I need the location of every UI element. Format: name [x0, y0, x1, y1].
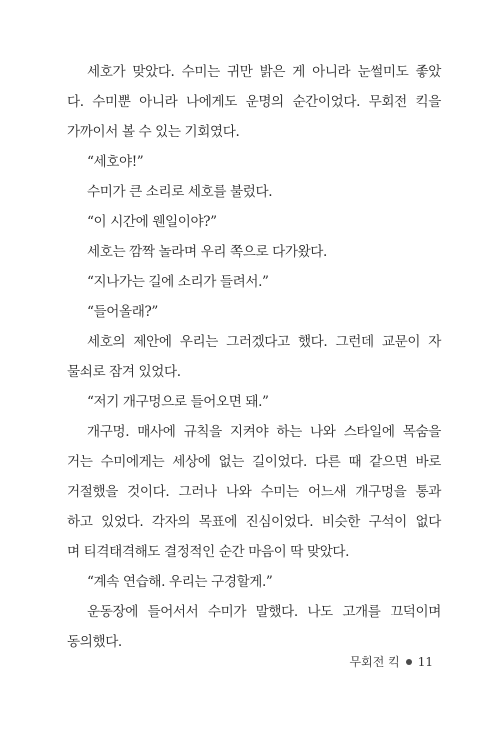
text-line: 가까이서 볼 수 있는 기회였다.: [67, 124, 240, 140]
dialogue-line: “지나가는 길에 소리가 들려서.”: [87, 274, 269, 290]
text-line: 물쇠로 잠겨 있었다.: [67, 364, 181, 380]
text-line: 다. 수미뿐 아니라 나에게도 운명의 순간이었다. 무회전 킥을: [67, 94, 441, 110]
text-line: 하고 있었다. 각자의 목표에 진심이었다. 비슷한 구석이 없다: [67, 514, 441, 530]
dialogue-line: “계속 연습해. 우리는 구경할게.”: [87, 574, 273, 590]
text-line: 세호가 맞았다. 수미는 귀만 밝은 게 아니라 눈썰미도 좋았: [87, 64, 441, 80]
dialogue-line: “세호야!”: [87, 154, 144, 170]
text-line: 세호는 깜짝 놀라며 우리 쪽으로 다가왔다.: [87, 244, 327, 260]
text-line: 수미가 큰 소리로 세호를 불렀다.: [87, 184, 273, 200]
text-line: 동의했다.: [67, 634, 122, 650]
dialogue-line: “들어올래?”: [87, 304, 158, 320]
bullet-separator: [406, 659, 412, 665]
body-text: [67, 62, 441, 662]
text-line: 세호의 제안에 우리는 그러겠다고 했다. 그런데 교문이 자: [87, 334, 441, 350]
page-footer: [350, 653, 433, 670]
page-number: 11: [417, 654, 433, 669]
text-line: 개구멍. 매사에 규칙을 지켜야 하는 나와 스타일에 목숨을: [87, 424, 441, 440]
dialogue-line: “저기 개구멍으로 들어오면 돼.”: [87, 394, 269, 410]
text-line: 거절했을 것이다. 그러나 나와 수미는 어느새 개구멍을 통과: [67, 484, 441, 500]
running-title: 무회전 킥: [349, 655, 400, 669]
text-line: 거는 수미에게는 세상에 없는 길이었다. 다른 때 같으면 바로: [67, 454, 441, 470]
text-line: 운동장에 들어서서 수미가 말했다. 나도 고개를 끄덕이며: [87, 604, 441, 620]
dialogue-line: “이 시간에 웬일이야?”: [87, 214, 217, 230]
text-line: 며 티격태격해도 결정적인 순간 마음이 딱 맞았다.: [67, 544, 350, 560]
